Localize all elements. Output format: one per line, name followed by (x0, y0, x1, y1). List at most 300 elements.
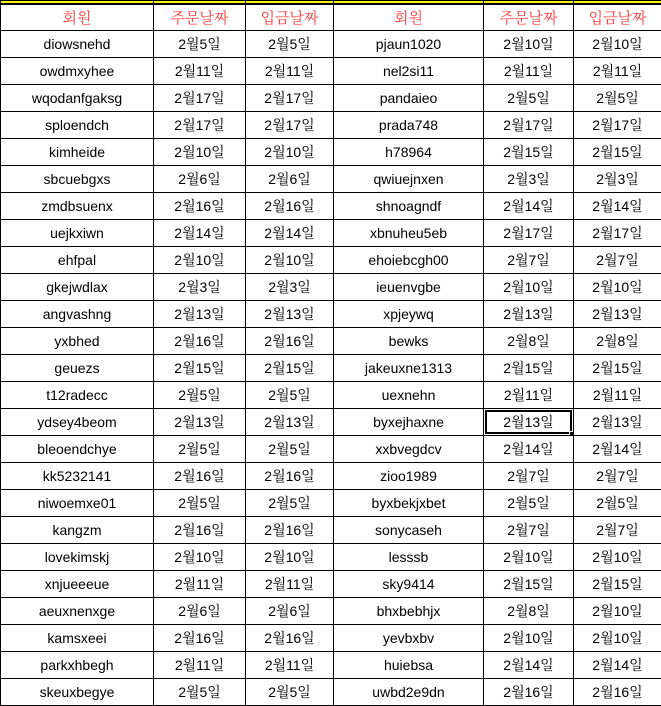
member-cell[interactable] (1, 112, 154, 139)
cell-text: 2월16일 (174, 522, 225, 538)
member-cell[interactable] (1, 409, 154, 436)
table-row (1, 652, 661, 679)
order-date-cell[interactable] (484, 301, 574, 328)
cell-text: ieuenvgbe (376, 279, 441, 295)
cell-text: 2월17일 (264, 90, 315, 106)
cell-text: zioo1989 (380, 468, 437, 484)
cell-text: 2월16일 (174, 198, 225, 214)
order-date-cell[interactable] (484, 517, 574, 544)
order-date-cell[interactable] (484, 328, 574, 355)
order-date-cell[interactable] (154, 139, 246, 166)
cell-text: 2월5일 (178, 495, 221, 511)
cell-text: 2월15일 (592, 144, 643, 160)
cell-text: 2월10일 (592, 630, 643, 646)
deposit-date-cell[interactable] (246, 517, 334, 544)
order-date-cell[interactable] (154, 301, 246, 328)
member-cell[interactable] (1, 382, 154, 409)
order-date-cell[interactable] (154, 544, 246, 571)
table-row (1, 463, 661, 490)
deposit-date-cell[interactable] (574, 409, 661, 436)
cell-text: byxejhaxne (373, 414, 444, 430)
deposit-date-cell[interactable] (574, 112, 661, 139)
cell-text: 2월14일 (503, 198, 554, 214)
order-date-cell[interactable] (154, 652, 246, 679)
deposit-date-cell[interactable] (574, 193, 661, 220)
deposit-date-cell[interactable] (246, 85, 334, 112)
deposit-date-cell[interactable] (246, 490, 334, 517)
cell-text: jakeuxne1313 (364, 360, 453, 376)
cell-text: 2월16일 (592, 684, 643, 700)
member-cell[interactable] (1, 166, 154, 193)
cell-text: lovekimskj (44, 549, 110, 565)
member-cell[interactable] (334, 301, 484, 328)
deposit-date-cell[interactable] (246, 247, 334, 274)
deposit-date-cell[interactable] (246, 625, 334, 652)
deposit-date-cell[interactable] (574, 31, 661, 58)
table-row (1, 625, 661, 652)
cell-text: 2월16일 (174, 630, 225, 646)
cell-text: 2월15일 (503, 360, 554, 376)
deposit-date-cell[interactable] (574, 85, 661, 112)
member-cell[interactable] (334, 463, 484, 490)
deposit-date-cell[interactable] (246, 382, 334, 409)
cell-text: geuezs (54, 360, 100, 376)
member-cell[interactable] (1, 436, 154, 463)
cell-text: uejkxiwn (50, 225, 104, 241)
table-row (1, 301, 661, 328)
order-date-cell[interactable] (154, 112, 246, 139)
cell-text: pjaun1020 (375, 36, 442, 52)
member-cell[interactable] (334, 247, 484, 274)
cell-text: uwbd2e9dn (372, 684, 445, 700)
order-date-cell[interactable] (484, 166, 574, 193)
cell-text: 2월11일 (264, 63, 315, 79)
cell-text: 2월6일 (268, 171, 311, 187)
cell-text: 2월5일 (178, 387, 221, 403)
deposit-date-cell[interactable] (246, 652, 334, 679)
header-cell-member-left[interactable]: 회원 (1, 4, 154, 31)
member-cell[interactable] (334, 139, 484, 166)
deposit-date-cell[interactable] (246, 463, 334, 490)
member-cell[interactable] (334, 382, 484, 409)
order-date-cell[interactable] (154, 166, 246, 193)
cell-text: t12radecc (46, 387, 108, 403)
order-date-cell[interactable] (484, 382, 574, 409)
cell-text: bewks (388, 333, 429, 349)
cell-text: 2월10일 (264, 252, 315, 268)
table-row (1, 274, 661, 301)
order-date-cell[interactable] (154, 85, 246, 112)
deposit-date-cell[interactable] (574, 436, 661, 463)
order-date-cell[interactable] (484, 679, 574, 706)
order-date-cell[interactable] (154, 625, 246, 652)
table-row (1, 409, 661, 436)
member-cell[interactable] (1, 463, 154, 490)
cell-text: 2월13일 (264, 306, 315, 322)
table-row (1, 382, 661, 409)
cell-text: angvashng (42, 306, 112, 322)
deposit-date-cell[interactable] (246, 220, 334, 247)
cell-text: 2월10일 (174, 144, 225, 160)
cell-text: 2월5일 (268, 495, 311, 511)
deposit-date-cell[interactable] (246, 274, 334, 301)
cell-text: 2월10일 (503, 630, 554, 646)
cell-text: 2월16일 (264, 630, 315, 646)
cell-text: xpjeywq (383, 306, 434, 322)
cell-text: 2월13일 (174, 306, 225, 322)
cell-text: 2월13일 (592, 414, 643, 430)
deposit-date-cell[interactable] (574, 652, 661, 679)
cell-text: 2월10일 (592, 603, 643, 619)
order-date-cell[interactable] (154, 382, 246, 409)
member-cell[interactable] (1, 517, 154, 544)
order-date-cell[interactable] (154, 436, 246, 463)
cell-text: 2월14일 (592, 441, 643, 457)
table-row (1, 139, 661, 166)
deposit-date-cell[interactable] (574, 220, 661, 247)
cell-text: xxbvegdcv (375, 441, 442, 457)
cell-text: qwiuejnxen (373, 171, 444, 187)
cell-text: 2월10일 (592, 279, 643, 295)
deposit-date-cell[interactable] (246, 355, 334, 382)
member-cell[interactable] (1, 85, 154, 112)
table-row (1, 247, 661, 274)
cell-text: 2월3일 (596, 171, 639, 187)
cell-text: kk5232141 (42, 468, 112, 484)
table-row (1, 517, 661, 544)
member-cell[interactable] (334, 355, 484, 382)
deposit-date-cell[interactable] (246, 193, 334, 220)
deposit-date-cell[interactable] (574, 490, 661, 517)
deposit-date-cell[interactable] (246, 58, 334, 85)
cell-text: gkejwdlax (46, 279, 108, 295)
cell-text: 2월8일 (596, 333, 639, 349)
cell-text: 2월11일 (503, 63, 554, 79)
cell-text: 2월7일 (507, 522, 550, 538)
fill-handle[interactable] (569, 431, 574, 436)
member-cell[interactable] (334, 220, 484, 247)
deposit-date-cell[interactable] (246, 139, 334, 166)
order-date-cell[interactable] (154, 679, 246, 706)
cell-text: 2월10일 (264, 144, 315, 160)
deposit-date-cell[interactable] (246, 301, 334, 328)
deposit-date-cell[interactable] (574, 571, 661, 598)
deposit-date-cell[interactable] (574, 382, 661, 409)
cell-text: 2월10일 (264, 549, 315, 565)
cell-text: 2월11일 (264, 576, 315, 592)
cell-text: yxbhed (54, 333, 100, 349)
cell-text: 2월17일 (503, 225, 554, 241)
header-cell-member-right[interactable]: 회원 (334, 4, 484, 31)
cell-text: 2월3일 (268, 279, 311, 295)
deposit-date-cell[interactable] (246, 31, 334, 58)
cell-text: 2월5일 (507, 495, 550, 511)
cell-text: 2월6일 (268, 603, 311, 619)
deposit-date-cell[interactable] (246, 679, 334, 706)
cell-text: 2월10일 (592, 549, 643, 565)
cell-text: 2월15일 (174, 360, 225, 376)
order-date-cell[interactable] (154, 355, 246, 382)
member-cell[interactable] (1, 58, 154, 85)
cell-text: 2월5일 (268, 684, 311, 700)
cell-text: 2월17일 (174, 90, 225, 106)
cell-text: 2월13일 (174, 414, 225, 430)
member-cell[interactable] (334, 598, 484, 625)
member-cell[interactable] (1, 301, 154, 328)
order-date-cell[interactable] (154, 463, 246, 490)
cell-text: 2월15일 (592, 360, 643, 376)
deposit-date-cell[interactable] (574, 355, 661, 382)
table-row (1, 112, 661, 139)
order-date-cell[interactable] (154, 274, 246, 301)
member-cell[interactable] (334, 679, 484, 706)
cell-text: ehoiebcgh00 (368, 252, 449, 268)
cell-text: 2월17일 (592, 225, 643, 241)
deposit-date-cell[interactable] (246, 409, 334, 436)
cell-text: 2월3일 (178, 279, 221, 295)
header-cell-deposit-date-right[interactable]: 입금날짜 (574, 4, 661, 31)
member-cell[interactable] (334, 85, 484, 112)
cell-text: lesssb (388, 549, 429, 565)
cell-text: 2월14일 (264, 225, 315, 241)
cell-text: 2월10일 (174, 549, 225, 565)
cell-text: 2월13일 (503, 306, 554, 322)
member-cell[interactable] (334, 328, 484, 355)
cell-text: sbcuebgxs (43, 171, 111, 187)
cell-text: 2월17일 (174, 117, 225, 133)
cell-text: 2월8일 (507, 603, 550, 619)
order-date-cell[interactable] (484, 139, 574, 166)
order-date-cell[interactable] (154, 490, 246, 517)
cell-text: 2월7일 (507, 252, 550, 268)
member-cell[interactable] (334, 274, 484, 301)
member-cell[interactable] (334, 58, 484, 85)
deposit-date-cell[interactable] (574, 328, 661, 355)
table-row (1, 58, 661, 85)
deposit-date-cell[interactable] (574, 598, 661, 625)
cell-text: pandaieo (379, 90, 438, 106)
order-date-cell[interactable] (484, 85, 574, 112)
cell-text: xnjueeeue (44, 576, 110, 592)
header-cell-deposit-date-left[interactable]: 입금날짜 (246, 4, 334, 31)
deposit-date-cell[interactable] (574, 517, 661, 544)
cell-text: prada748 (378, 117, 439, 133)
header-cell-order-date-right[interactable]: 주문날짜 (484, 4, 574, 31)
order-date-cell[interactable] (154, 409, 246, 436)
member-cell[interactable] (1, 274, 154, 301)
order-date-cell[interactable] (484, 112, 574, 139)
table-row (1, 571, 661, 598)
cell-text: 2월7일 (596, 468, 639, 484)
deposit-date-cell[interactable] (246, 571, 334, 598)
cell-text: 2월6일 (178, 171, 221, 187)
cell-text: 2월11일 (503, 387, 554, 403)
order-date-cell[interactable] (484, 625, 574, 652)
table-row (1, 31, 661, 58)
cell-text: zmdbsuenx (41, 198, 113, 214)
order-date-cell[interactable] (484, 247, 574, 274)
member-cell[interactable] (1, 598, 154, 625)
cell-text: shnoagndf (375, 198, 442, 214)
deposit-date-cell[interactable] (574, 463, 661, 490)
cell-text: 2월10일 (503, 549, 554, 565)
member-cell[interactable] (1, 490, 154, 517)
cell-text: 2월14일 (592, 198, 643, 214)
cell-text: 2월5일 (507, 90, 550, 106)
member-cell[interactable] (1, 31, 154, 58)
cell-text: 2월16일 (264, 468, 315, 484)
member-cell[interactable] (334, 31, 484, 58)
deposit-date-cell[interactable] (574, 625, 661, 652)
cell-text: 2월5일 (268, 387, 311, 403)
member-cell[interactable] (1, 652, 154, 679)
cell-text: 2월10일 (174, 252, 225, 268)
cell-text: parkxhbegh (40, 657, 114, 673)
cell-text: skeuxbegye (39, 684, 115, 700)
order-date-cell[interactable] (484, 652, 574, 679)
table-row (1, 598, 661, 625)
member-cell[interactable] (334, 112, 484, 139)
deposit-date-cell[interactable] (574, 679, 661, 706)
member-cell[interactable] (334, 652, 484, 679)
order-date-cell[interactable] (484, 571, 574, 598)
order-date-cell[interactable] (154, 328, 246, 355)
table-row (1, 220, 661, 247)
cell-text: 2월11일 (264, 657, 315, 673)
deposit-date-cell[interactable] (574, 139, 661, 166)
order-date-cell[interactable] (484, 490, 574, 517)
cell-text: 2월11일 (592, 63, 643, 79)
cell-text: 2월5일 (178, 684, 221, 700)
member-cell[interactable] (334, 193, 484, 220)
order-date-cell[interactable] (484, 409, 574, 436)
order-date-cell[interactable] (154, 517, 246, 544)
member-cell[interactable] (334, 409, 484, 436)
member-cell[interactable] (334, 544, 484, 571)
member-cell[interactable] (334, 517, 484, 544)
member-cell[interactable] (1, 544, 154, 571)
table-row (1, 328, 661, 355)
order-date-cell[interactable] (484, 220, 574, 247)
member-cell[interactable] (1, 139, 154, 166)
member-cell[interactable] (334, 625, 484, 652)
deposit-date-cell[interactable] (246, 112, 334, 139)
cell-text: 2월14일 (174, 225, 225, 241)
order-date-cell[interactable] (154, 571, 246, 598)
deposit-date-cell[interactable] (574, 166, 661, 193)
deposit-date-cell[interactable] (246, 436, 334, 463)
cell-text: 2월10일 (503, 279, 554, 295)
cell-text: 2월3일 (507, 171, 550, 187)
order-date-cell[interactable] (484, 436, 574, 463)
table-row (1, 166, 661, 193)
cell-text: 2월13일 (264, 414, 315, 430)
cell-text: 2월6일 (178, 603, 221, 619)
header-row (1, 4, 661, 31)
table-body (1, 31, 661, 706)
order-date-cell[interactable] (154, 220, 246, 247)
cell-text: bhxbebhjx (376, 603, 441, 619)
cell-text: 2월15일 (503, 144, 554, 160)
cell-text: 2월16일 (264, 198, 315, 214)
order-date-cell[interactable] (154, 58, 246, 85)
order-date-cell[interactable] (484, 31, 574, 58)
cell-text: 2월11일 (592, 387, 643, 403)
cell-text: kangzm (52, 522, 102, 538)
header-cell-order-date-left[interactable]: 주문날짜 (154, 4, 246, 31)
order-date-cell[interactable] (484, 355, 574, 382)
cell-text: kimheide (48, 144, 106, 160)
cell-text: 2월17일 (264, 117, 315, 133)
cell-text: sky9414 (382, 576, 435, 592)
deposit-date-cell[interactable] (246, 328, 334, 355)
order-date-cell[interactable] (154, 193, 246, 220)
deposit-date-cell[interactable] (246, 598, 334, 625)
cell-text: 2월11일 (174, 576, 225, 592)
order-date-cell[interactable] (484, 274, 574, 301)
cell-text: 2월14일 (592, 657, 643, 673)
cell-text: 2월16일 (264, 522, 315, 538)
member-cell[interactable] (1, 625, 154, 652)
member-cell[interactable] (334, 571, 484, 598)
table-row (1, 679, 661, 706)
deposit-date-cell[interactable] (574, 544, 661, 571)
cell-text: sploendch (45, 117, 109, 133)
member-cell[interactable] (1, 193, 154, 220)
cell-text: 2월17일 (592, 117, 643, 133)
cell-text: xbnuheu5eb (369, 225, 448, 241)
order-date-cell[interactable] (154, 247, 246, 274)
order-date-cell[interactable] (484, 463, 574, 490)
table-row (1, 85, 661, 112)
order-date-cell[interactable] (484, 598, 574, 625)
deposit-date-cell[interactable] (246, 166, 334, 193)
order-date-cell[interactable] (484, 544, 574, 571)
deposit-date-cell[interactable] (574, 58, 661, 85)
cell-text: yevbxbv (382, 630, 435, 646)
member-cell[interactable] (334, 166, 484, 193)
cell-text: sonycaseh (375, 522, 442, 538)
deposit-date-cell[interactable] (574, 274, 661, 301)
cell-text: 2월5일 (178, 36, 221, 52)
member-cell[interactable] (334, 436, 484, 463)
order-date-cell[interactable] (484, 58, 574, 85)
cell-text: 2월16일 (264, 333, 315, 349)
cell-text: 2월5일 (596, 495, 639, 511)
deposit-date-cell[interactable] (574, 247, 661, 274)
order-date-cell[interactable] (154, 598, 246, 625)
cell-text: 2월11일 (174, 657, 225, 673)
cell-text: 2월11일 (174, 63, 225, 79)
cell-text: byxbekjxbet (371, 495, 446, 511)
deposit-date-cell[interactable] (246, 544, 334, 571)
member-cell[interactable] (334, 490, 484, 517)
cell-text: 2월13일 (503, 414, 554, 430)
member-cell[interactable] (1, 679, 154, 706)
order-date-cell[interactable] (154, 31, 246, 58)
member-cell[interactable] (1, 220, 154, 247)
cell-text: kamsxeei (47, 630, 107, 646)
member-cell[interactable] (1, 247, 154, 274)
member-cell[interactable] (1, 328, 154, 355)
order-date-cell[interactable] (484, 193, 574, 220)
deposit-date-cell[interactable] (574, 301, 661, 328)
cell-text: niwoemxe01 (37, 495, 117, 511)
cell-text: h78964 (385, 144, 432, 160)
member-cell[interactable] (1, 355, 154, 382)
member-cell[interactable] (1, 571, 154, 598)
cell-text: 2월15일 (264, 360, 315, 376)
